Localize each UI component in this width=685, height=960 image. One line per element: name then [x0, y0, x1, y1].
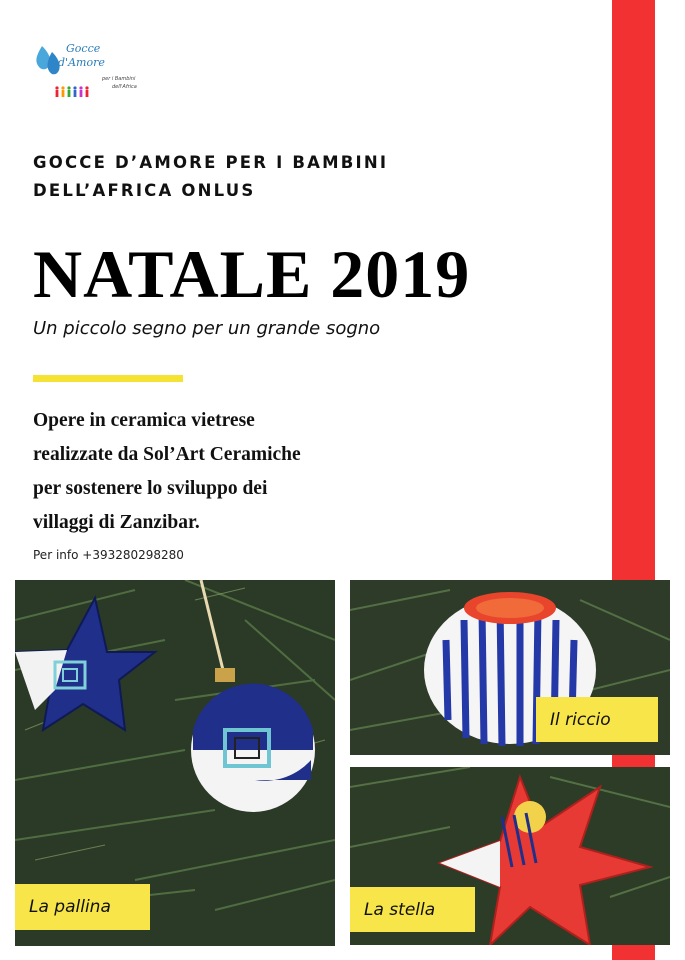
caption-pallina: La pallina: [15, 884, 150, 930]
children-figures-icon: [54, 86, 94, 98]
gocce-damore-logo: [32, 40, 142, 104]
logo-subtext-line1: per i Bambini: [102, 76, 136, 82]
caption-stella: La stella: [350, 887, 475, 932]
yellow-divider: [33, 375, 183, 382]
description: [33, 404, 301, 540]
description-line: per sostenere lo sviluppo dei: [33, 478, 268, 499]
caption-riccio: Il riccio: [536, 697, 658, 742]
page-subtitle: Un piccolo segno per un grande sogno: [33, 318, 381, 339]
description-line: Opere in ceramica vietrese: [33, 410, 255, 431]
contact-info: Per info +393280298280: [33, 548, 184, 562]
logo-text-line1: Gocce: [66, 42, 101, 55]
description-line: villaggi di Zanzibar.: [33, 512, 200, 533]
organization-name-line: DELL’AFRICA ONLUS: [33, 181, 256, 200]
organization-name-line: GOCCE D’AMORE PER I BAMBINI: [33, 153, 389, 172]
organization-name: [33, 149, 388, 205]
logo-subtext-line2: dell'Africa: [112, 84, 137, 90]
page-title: NATALE 2019: [33, 236, 471, 312]
logo-text-line2: d'Amore: [58, 56, 105, 69]
description-line: realizzate da Sol’Art Ceramiche: [33, 444, 301, 465]
